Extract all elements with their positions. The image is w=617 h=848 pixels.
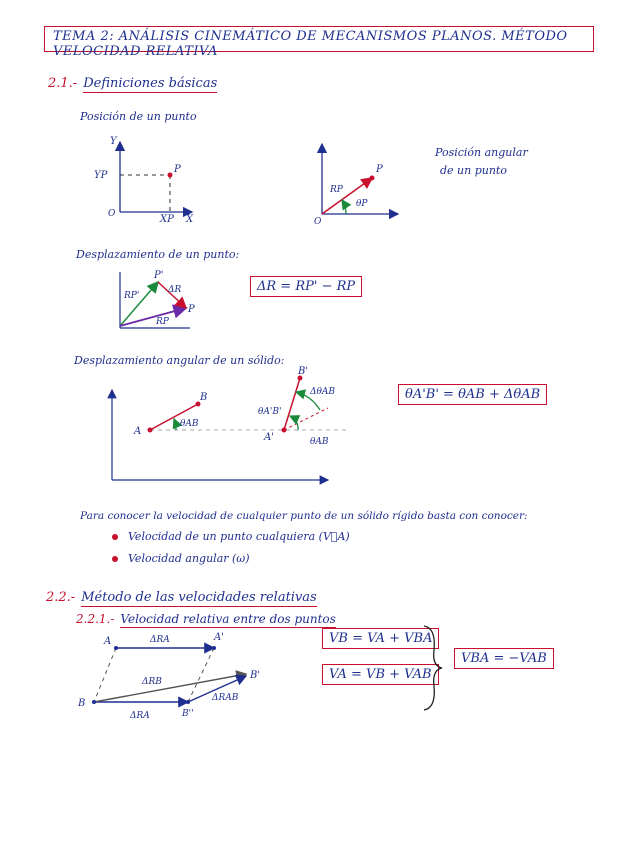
svg-text:ΔRAB: ΔRAB [212, 693, 239, 703]
bullet-text: Velocidad angular (ω) [128, 552, 250, 565]
subsection-title: Velocidad relativa entre dos puntos [120, 612, 336, 626]
formula-vb: VB = VA + VBA [322, 628, 439, 649]
svg-text:A: A [104, 636, 112, 647]
point-displacement-diagram [120, 270, 195, 328]
page-title: TEMA 2: ANÁLISIS CINEMÁTICO DE MECANISMOS PLANOS. MÉTODO VELOCIDAD RELATIVA [53, 29, 568, 59]
yp-label: YP [94, 170, 108, 181]
section-number: 2.2.- [46, 590, 76, 605]
svg-text:B: B [200, 392, 208, 403]
svg-text:P': P' [154, 270, 164, 281]
svg-text:RP: RP [156, 317, 169, 327]
svg-text:P: P [376, 164, 383, 175]
formula-theta: θA'B' = θAB + ΔθAB [398, 384, 547, 405]
svg-text:ΔθAB: ΔθAB [310, 387, 336, 397]
formula-va: VA = VB + VAB [322, 664, 439, 685]
svg-text:B': B' [250, 670, 261, 681]
posicion-angular-label-1: Posición angular [435, 146, 528, 159]
formula-vba: VBA = −VAB [454, 648, 554, 669]
svg-text:O: O [314, 217, 322, 227]
svg-text:A: A [134, 426, 142, 437]
origin-label: O [108, 209, 116, 219]
xp-label: XP [160, 214, 174, 225]
svg-text:A': A' [214, 632, 224, 643]
formula-delta-r: ΔR = RP' − RP [250, 276, 362, 297]
svg-text:ΔRA: ΔRA [130, 711, 150, 721]
rp-label: RP [330, 185, 343, 195]
theta-p-label: θP [356, 199, 368, 209]
section-title: Método de las velocidades relativas [81, 590, 317, 605]
svg-text:RP': RP' [124, 291, 140, 301]
conocer-text: Para conocer la velocidad de cualquier punto de un sólido rígido basta con conocer: [80, 510, 528, 522]
svg-text:θAB: θAB [180, 419, 199, 429]
desplazamiento-angular-label: Desplazamiento angular de un sólido: [74, 354, 285, 367]
svg-text:B': B' [298, 366, 309, 377]
posicion-punto-label: Posición de un punto [80, 110, 197, 123]
svg-text:θAB: θAB [310, 437, 329, 447]
cartesian-position-diagram [94, 136, 194, 225]
svg-text:B'': B'' [182, 709, 194, 719]
svg-text:A': A' [264, 432, 274, 443]
polar-position-diagram [314, 144, 398, 227]
point-p [168, 173, 173, 178]
subsection-number: 2.2.1.- [76, 612, 115, 626]
desplazamiento-punto-label: Desplazamiento de un punto: [76, 248, 240, 261]
svg-text:P: P [188, 304, 195, 315]
posicion-angular-label-2: de un punto [440, 164, 507, 177]
theta-p-arc [342, 200, 346, 214]
svg-text:ΔRA: ΔRA [150, 635, 170, 645]
curly-brace [424, 626, 442, 710]
svg-text:ΔR: ΔR [168, 285, 182, 295]
x-label: X [186, 214, 194, 225]
bullet-text: Velocidad de un punto cualquiera (V⃗A) [128, 530, 350, 543]
section-number: 2.1.- [48, 76, 78, 91]
relative-velocity-diagram [77, 632, 260, 721]
rp-prime-vector [120, 282, 158, 326]
svg-text:B: B [78, 698, 86, 709]
svg-text:ΔRB: ΔRB [142, 677, 162, 687]
p-label: P [174, 164, 181, 175]
section-title: Definiciones básicas [83, 76, 218, 91]
angular-displacement-diagram [112, 366, 350, 480]
svg-text:θA'B': θA'B' [258, 407, 282, 417]
rp-vector [120, 308, 186, 326]
y-label: Y [110, 136, 117, 147]
